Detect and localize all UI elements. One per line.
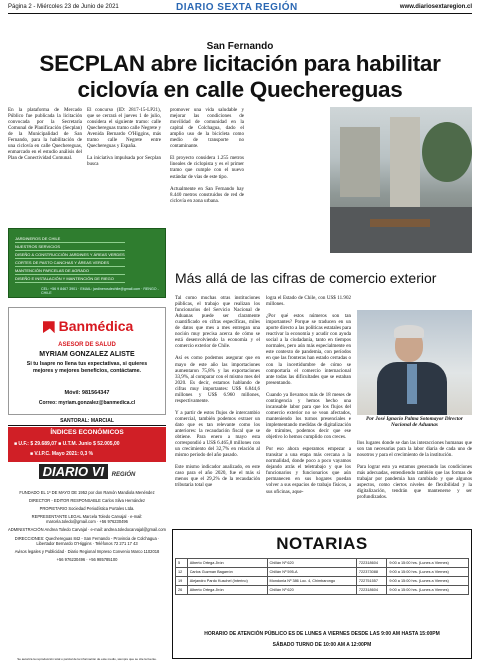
photo-caption: Por José Ignacio Palma Sotomayor Director Nacional de Aduanas	[366, 416, 463, 429]
masthead-logo-main: DIARIO VI	[39, 464, 108, 479]
staff-line: DIRECCIONES: Quechereguas 842 - San Fernando - Provincia de Colchagua · Libertador Bernardo O'Higgins · Teléfonos 72 271 17 43	[14, 535, 160, 546]
indices-title: ÍNDICES ECONÓMICOS	[50, 429, 124, 436]
staff-box	[8, 490, 166, 565]
indices-row: ■ V.I.P.C. Mayo 2021: 0,3 %	[30, 451, 94, 457]
ad-agent-name: MYRIAM GONZALEZ ALISTE	[39, 351, 135, 358]
ad-role: ASESOR DE SALUD	[58, 342, 116, 348]
paper-name: DIARIO SEXTA REGIÓN	[176, 2, 298, 13]
table-cell: Chillán Nº 595-A	[267, 568, 356, 577]
table-row	[176, 586, 469, 595]
table-cell: 12	[176, 568, 188, 577]
notarias-title: NOTARIAS	[276, 534, 368, 553]
table-cell: Chillán Nº 620	[267, 559, 356, 568]
ad-phone: Móvil: 981564347	[64, 390, 110, 396]
brand-name: Banmédica	[58, 318, 134, 334]
article2-headline: Más allá de las cifras de comercio exterior	[175, 270, 437, 286]
ad-line: MANTENCIÓN PARCELAS DE AGRADO	[15, 267, 125, 275]
table-row	[176, 568, 469, 577]
ad-contact: CEL: +56 9 8467 3901 · EMAIL: jardinerosdechile@gmail.com · RENGO - CHILE	[41, 287, 159, 295]
banmedica-logo-icon	[43, 321, 55, 333]
economic-indices	[8, 427, 166, 462]
banmedica-logo	[19, 318, 157, 334]
masthead-logo-sub: REGIÓN	[111, 472, 136, 478]
staff-line: REPRESENTANTE LEGAL Marcela Toledo Carvajal · e-mail: marcela.toledo@gmail.com · +56 976230496	[31, 514, 143, 525]
banmedica-ad	[8, 307, 166, 415]
page-header	[8, 2, 472, 14]
indices-row: ■ U.F.: $ 29.689,07 ■ U.T.M. Junio $ 52.005,00	[14, 441, 120, 447]
table-cell: Mondonia Nº 386 Loc. 4, Chimbarongo	[267, 577, 356, 586]
staff-line: FUNDADO EL 1º DE MAYO DE 1952 por don Ramón Mandiola Menéndez	[19, 490, 155, 495]
table-row	[176, 559, 469, 568]
table-cell: Alberto Ortega Jirón	[187, 559, 267, 568]
staff-line: ADMINISTRACIÓN Andrea Toledo Carvajal · e-mail: andrea.toledocarvajal@gmail.com	[8, 527, 166, 533]
table-cell: Alberto Ortega Jirón	[187, 586, 267, 595]
table-cell: 9:00 a 15:00 hrs. (Lunes a Viernes)	[387, 568, 469, 577]
table-cell: 722318604	[356, 559, 386, 568]
ad-line: DISEÑO E INSTALACIÓN Y MANTENCIÓN DE RIEGO	[15, 275, 125, 283]
ad-lines	[15, 235, 125, 283]
notarias-schedule: HORARIO DE ATENCIÓN PÚBLICO ES DE LUNES A VIERNES DESDE LAS 9:00 AM HASTA 15:00PM	[204, 631, 440, 637]
staff-line: DIRECTOR - EDITOR RESPONSABLE Carlos Silva Hernández	[28, 498, 146, 504]
street-photo	[330, 107, 472, 253]
ad-line: DISEÑO & CONSTRUCCIÓN JARDINES Y ÁREAS VERDES	[15, 252, 125, 257]
table-cell: 19	[176, 577, 188, 586]
table-cell: 9:00 a 15:00 hrs. (Lunes a Viernes)	[387, 559, 469, 568]
table-cell: 26	[176, 586, 188, 595]
author-photo	[357, 310, 472, 415]
article2-col-b: logra el Estado de Chile, con US$ 11.902 millones. ¿Por qué estos números son tan importantes? Porque se traducen en un aporte directo a las políticas estatales para reactivar la economía y acudir con ayuda social a la ciudadanía, tanto en tiempos normales, pero aún más especialmente en este contexto de pandemia, con períodos en que las fronteras han estado cerradas o con la incertidumbre de cómo se comportaría el comercio internacional ante todas las dificultades que se estaban presentando. Cuando ya llevamos más de 18 meses de contingencia y hemos hecho una incansable labor para que los flujos del comercio exterior no se vean afectados, manteniendo los turnos presenciales e implementando medidas de digitalización de trámites, podemos decir que ese objetivo lo hemos cumplido con creces. Por eso ahora esperamos empezar a transitar a una etapa más cercana a la normalidad, donde poco a poco vayamos dejando atrás el teletrabajo y que los funcionarios y funcionarios que aún permanecen en sus hogares puedan volver a sus espacios de trabajo físicos, a sus oficinas, aque-	[266, 295, 351, 495]
article1-col2: El concurso (ID: 2817-15-LP21), que se cerrará el jueves 1 de julio, considera el siguiente tramo: calle Quechereguas tramo calle Negrete y Avenida Bernardo O'Higgins, más tramo calle Negrete entre Quechereguas y España. La iniciativa impulsada por Secplan busca	[87, 107, 161, 168]
article2-col-c: llos lugares donde se dan las interacciones humanas que son tan necesarias para la labor diaria de cada uno de nosotros y para el crecimiento de la institución. Para lograr esto ya estamos generando las condiciones más adecuadas, entendiendo también que las formas de trabajar por pandemia han cambiado y que algunos aspectos, como ciertos niveles de flexibilidad y la digitalización, tendrán que mantenerse y ser profundizados.	[357, 440, 472, 501]
table-cell: 722373088	[356, 568, 386, 577]
ad-line: CORTES DE PASTO CANCHAS Y ÁREAS VERDES	[15, 259, 125, 267]
article1-col3: promover una vida saludable y mejorar las condiciones de movilidad de comunidad en la capital de Colchagua, dado el amplio uso de la bicicleta como medio de transporte no contaminante. El proyecto considera 1.255 metros lineales de ciclopista y es el primer tramo que cumple con el nuevo estándar de vías de este tipo. Actualmente en San Fernando hay 8.440 metros construidos de red de ciclovía en zona urbana.	[170, 107, 244, 204]
ad-line: NUESTROS SERVICIOS	[15, 243, 125, 251]
website: www.diariosextaregion.cl	[399, 4, 472, 10]
table-cell: Carlos Guzman Bagarrón	[187, 568, 267, 577]
reproduction-note: Se autoriza la reproducción total o parcial de la información de este medio, siempre que se cite la fuente.	[17, 657, 157, 661]
article1-col1: En la plataforma de Mercado Público fue publicada la licitación convocada por la Secretaría Comunal de Planificación (Secplan) de la Municipalidad de San Fernando, para la habilitación de una ciclovía en calle Quechereguas, enmarcado en el estudio análisis del Plan de Conectividad Comunal.	[8, 107, 82, 162]
page-date: Página 2 - Miércoles 23 de Junio de 2021	[8, 4, 119, 10]
table-cell: Chillán Nº 620	[267, 586, 356, 595]
masthead-logo	[8, 464, 166, 488]
staff-line: +56 976230496 · +56 985785100	[56, 556, 118, 562]
table-cell: 722751557	[356, 577, 386, 586]
gardeners-ad	[8, 228, 166, 298]
notarias-table	[175, 558, 469, 595]
notarias-saturday: SÁBADO TURNO DE 10:00 AM A 12:00PM	[272, 642, 372, 648]
ad-email: Correo: myriam.gonzalez@banmedica.cl	[38, 400, 136, 406]
santoral: SANTORAL: MARCIAL	[8, 418, 166, 426]
ad-line: JARDINEROS DE CHILE	[15, 235, 125, 243]
notarias-box	[172, 529, 472, 659]
table-cell: Alejandro Pardo Kuschel (Interino)	[187, 577, 267, 586]
table-cell: 722318604	[356, 586, 386, 595]
article2-col-a: Tal como muchas otras instituciones públicas, el trabajo que realizan los funcionarios del Servicio Nacional de Aduanas puede ser claramente cuantificado en cifras específicas, miles de datos que mes a mes entregan una noción muy precisa acerca de cómo se está desenvolviendo la economía y el comercio exterior de Chile. Así es como podemos asegurar que en mayo de este año las importaciones aumentaron 75,8% y las exportaciones 33,9%, al comparar con el mismo mes del 2020. Es decir, estamos hablando de cifras muy importantes: US$ 6.844,6 millones y US$ 6.960 millones, respectivamente. Y a partir de estos flujos de intercambio comercial, también podemos extraer un dato que es tan relevante como los anteriores: la recaudación fiscal que se obtiene. Para enero a mayo esta correspondió a US$ 6.465,8 millones con un crecimiento del 32,7% en relación al mismo periodo del año pasado. Este mismo indicador analizado, en este caso para el año 2020, fue el más sí menos que el 29,2% de la recaudación tributaria total que	[175, 295, 260, 489]
table-cell: 9:00 a 15:00 hrs. (Lunes a Viernes)	[387, 586, 469, 595]
table-cell: 9:00 a 15:00 hrs. (Lunes a Viernes)	[387, 577, 469, 586]
ad-pitch: Si tu Isapre no llena tus expectativas, si quieres mejores y mejores beneficios, contáctame.	[26, 361, 148, 374]
table-cell: 5	[176, 559, 188, 568]
table-row	[176, 577, 469, 586]
headline: SECPLAN abre licitación para habilitar ciclovía en calle Quechereguas	[39, 51, 441, 102]
staff-line: PROPIETARIO Sociedad Periodística Portales Ltda.	[39, 506, 135, 512]
staff-line: Avisos legales y Publicidad · Diario Regional Impreso Convenio Marco 1102018	[14, 548, 160, 554]
kicker: San Fernando	[206, 41, 274, 52]
